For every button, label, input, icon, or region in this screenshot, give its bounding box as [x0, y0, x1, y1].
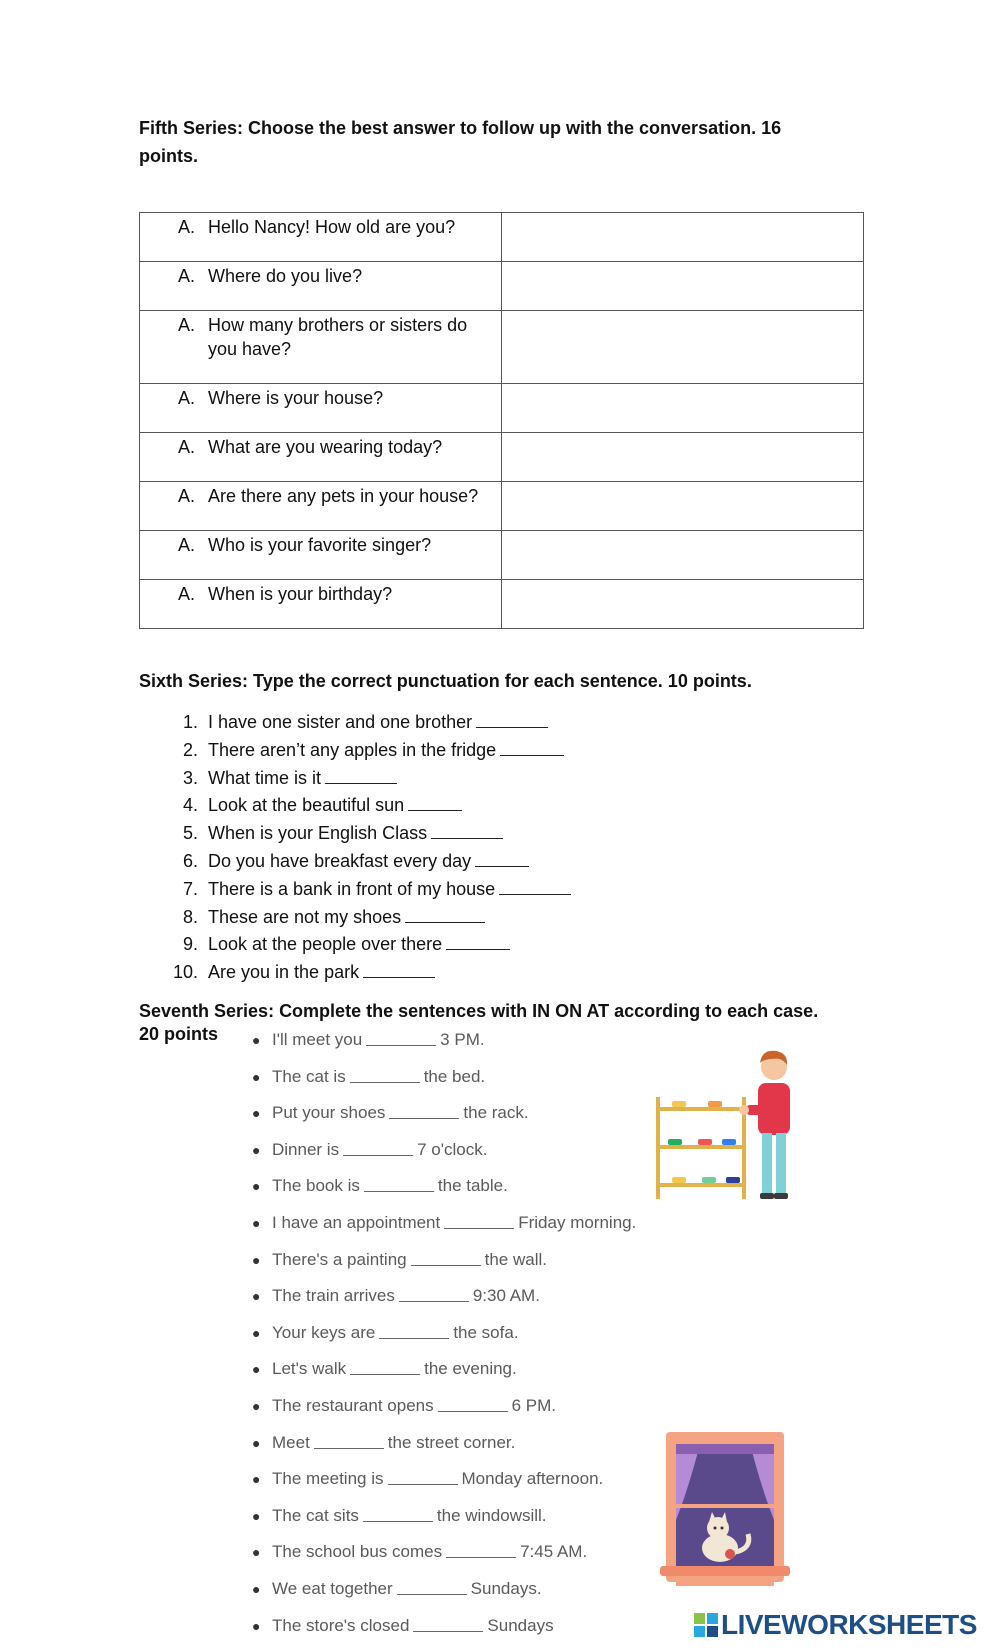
item-number: 7. — [150, 876, 208, 904]
conversation-row — [140, 213, 864, 262]
bullet-icon: ● — [252, 1173, 272, 1199]
conversation-row — [140, 311, 864, 384]
question-cell — [140, 580, 502, 629]
answer-cell[interactable] — [502, 482, 864, 531]
preposition-blank[interactable] — [389, 1100, 459, 1119]
item-number: 3. — [150, 765, 208, 793]
answer-cell[interactable] — [502, 311, 864, 384]
conversation-row — [140, 433, 864, 482]
conversation-row — [140, 384, 864, 433]
conversation-table — [139, 212, 864, 629]
item-sentence: There is a bank in front of my house — [208, 876, 495, 904]
punctuation-blank[interactable] — [475, 848, 529, 867]
preposition-blank[interactable] — [411, 1247, 481, 1266]
item-sentence: Look at the beautiful sun — [208, 792, 404, 820]
item-sentence: Look at the people over there — [208, 931, 442, 959]
preposition-item — [252, 1503, 636, 1540]
question-cell — [140, 433, 502, 482]
bullet-icon: ● — [252, 1503, 272, 1529]
sentence-start: We eat together — [272, 1576, 393, 1602]
item-sentence: Do you have breakfast every day — [208, 848, 471, 876]
sentence-end: Sundays. — [471, 1576, 542, 1602]
bullet-icon: ● — [252, 1027, 272, 1053]
item-sentence: What time is it — [208, 765, 321, 793]
preposition-blank[interactable] — [350, 1064, 420, 1083]
question-cell — [140, 311, 502, 384]
sentence-start: The store's closed — [272, 1613, 409, 1639]
sentence-start: The cat sits — [272, 1503, 359, 1529]
item-sentence: These are not my shoes — [208, 904, 401, 932]
item-number: 6. — [150, 848, 208, 876]
sentence-end: 7 o'clock. — [417, 1137, 487, 1163]
question-text: How many brothers or sisters do you have? — [208, 313, 493, 361]
preposition-item — [252, 1613, 636, 1649]
item-sentence: There aren’t any apples in the fridge — [208, 737, 496, 765]
bullet-icon: ● — [252, 1430, 272, 1456]
sentence-start: I'll meet you — [272, 1027, 362, 1053]
preposition-item — [252, 1173, 636, 1210]
preposition-blank[interactable] — [438, 1393, 508, 1412]
question-letter: A. — [178, 435, 208, 459]
item-number: 4. — [150, 792, 208, 820]
bullet-icon: ● — [252, 1393, 272, 1419]
question-cell — [140, 262, 502, 311]
preposition-item — [252, 1283, 636, 1320]
punctuation-blank[interactable] — [500, 737, 564, 756]
seventh-series-points: 20 points — [139, 1024, 218, 1045]
question-letter: A. — [178, 533, 208, 557]
punctuation-item — [150, 709, 571, 737]
question-letter: A. — [178, 215, 208, 239]
punctuation-list — [150, 709, 571, 987]
seventh-series-heading: Seventh Series: Complete the sentences with IN ON AT according to each case. — [139, 997, 899, 1025]
question-letter: A. — [178, 386, 208, 410]
answer-cell[interactable] — [502, 580, 864, 629]
sentence-end: the rack. — [463, 1100, 528, 1126]
question-cell — [140, 384, 502, 433]
bullet-icon: ● — [252, 1356, 272, 1382]
sentence-end: 3 PM. — [440, 1027, 484, 1053]
bullet-icon: ● — [252, 1100, 272, 1126]
conversation-row — [140, 531, 864, 580]
bullet-icon: ● — [252, 1466, 272, 1492]
boy-shoe-rack-illustration — [652, 1047, 802, 1207]
sentence-start: The book is — [272, 1173, 360, 1199]
sentence-start: The train arrives — [272, 1283, 395, 1309]
question-cell — [140, 531, 502, 580]
item-sentence: Are you in the park — [208, 959, 359, 987]
answer-cell[interactable] — [502, 531, 864, 580]
item-number: 10. — [150, 959, 208, 987]
punctuation-item — [150, 931, 571, 959]
preposition-blank[interactable] — [379, 1320, 449, 1339]
item-number: 1. — [150, 709, 208, 737]
preposition-item — [252, 1247, 636, 1284]
preposition-blank[interactable] — [366, 1027, 436, 1046]
bullet-icon: ● — [252, 1576, 272, 1602]
bullet-icon: ● — [252, 1137, 272, 1163]
conversation-row — [140, 262, 864, 311]
sentence-end: the bed. — [424, 1064, 485, 1090]
sentence-end: the table. — [438, 1173, 508, 1199]
sentence-start: The school bus comes — [272, 1539, 442, 1565]
preposition-item — [252, 1320, 636, 1357]
question-letter: A. — [178, 582, 208, 606]
punctuation-blank[interactable] — [363, 959, 435, 978]
question-letter: A. — [178, 264, 208, 288]
question-letter: A. — [178, 484, 208, 508]
answer-cell[interactable] — [502, 433, 864, 482]
item-number: 8. — [150, 904, 208, 932]
sentence-end: the wall. — [485, 1247, 547, 1273]
preposition-blank[interactable] — [397, 1576, 467, 1595]
sentence-end: 7:45 AM. — [520, 1539, 587, 1565]
preposition-blank[interactable] — [343, 1137, 413, 1156]
sentence-start: I have an appointment — [272, 1210, 440, 1236]
sixth-series-heading: Sixth Series: Type the correct punctuation for each sentence. 10 points. — [139, 667, 839, 695]
preposition-blank[interactable] — [444, 1210, 514, 1229]
preposition-blank[interactable] — [446, 1539, 516, 1558]
preposition-item — [252, 1539, 636, 1576]
sentence-start: The restaurant opens — [272, 1393, 434, 1419]
punctuation-blank[interactable] — [431, 820, 503, 839]
sentence-end: Sundays — [487, 1613, 553, 1639]
question-letter: A. — [178, 313, 208, 361]
conversation-row — [140, 482, 864, 531]
preposition-item — [252, 1137, 636, 1174]
sentence-start: The cat is — [272, 1064, 346, 1090]
punctuation-item — [150, 876, 571, 904]
question-text: When is your birthday? — [208, 582, 493, 606]
bullet-icon: ● — [252, 1247, 272, 1273]
sentence-end: the windowsill. — [437, 1503, 547, 1529]
sentence-start: There's a painting — [272, 1247, 407, 1273]
punctuation-item — [150, 737, 571, 765]
sentence-end: the street corner. — [388, 1430, 516, 1456]
punctuation-item — [150, 904, 571, 932]
sentence-end: 9:30 AM. — [473, 1283, 540, 1309]
punctuation-blank[interactable] — [408, 792, 462, 811]
punctuation-item — [150, 765, 571, 793]
question-text: Hello Nancy! How old are you? — [208, 215, 493, 239]
bullet-icon: ● — [252, 1613, 272, 1639]
question-cell — [140, 213, 502, 262]
bullet-icon: ● — [252, 1283, 272, 1309]
punctuation-blank[interactable] — [499, 876, 571, 895]
punctuation-item — [150, 848, 571, 876]
item-sentence: I have one sister and one brother — [208, 709, 472, 737]
punctuation-item — [150, 959, 571, 987]
preposition-blank[interactable] — [314, 1430, 384, 1449]
preposition-item — [252, 1356, 636, 1393]
preposition-blank[interactable] — [399, 1283, 469, 1302]
bullet-icon: ● — [252, 1064, 272, 1090]
answer-cell[interactable] — [502, 213, 864, 262]
sentence-start: Put your shoes — [272, 1100, 385, 1126]
preposition-item — [252, 1210, 636, 1247]
preposition-list — [252, 1027, 636, 1649]
preposition-item — [252, 1064, 636, 1101]
question-text: Where is your house? — [208, 386, 493, 410]
item-number: 9. — [150, 931, 208, 959]
item-sentence: When is your English Class — [208, 820, 427, 848]
preposition-item — [252, 1393, 636, 1430]
sentence-start: Meet — [272, 1430, 310, 1456]
sentence-end: Friday morning. — [518, 1210, 636, 1236]
preposition-item — [252, 1100, 636, 1137]
punctuation-item — [150, 820, 571, 848]
answer-cell[interactable] — [502, 262, 864, 311]
liveworksheets-logo-icon — [693, 1611, 719, 1639]
shoe-rack — [658, 1097, 744, 1199]
fifth-series-heading: Fifth Series: Choose the best answer to follow up with the conversation. 16 points. — [139, 114, 839, 170]
shoes — [668, 1101, 740, 1183]
punctuation-blank[interactable] — [476, 709, 548, 728]
question-text: Who is your favorite singer? — [208, 533, 493, 557]
boy — [739, 1051, 790, 1199]
sentence-start: Let's walk — [272, 1356, 346, 1382]
sentence-end: the sofa. — [453, 1320, 518, 1346]
item-number: 2. — [150, 737, 208, 765]
sentence-start: The meeting is — [272, 1466, 384, 1492]
sentence-start: Your keys are — [272, 1320, 375, 1346]
sentence-end: Monday afternoon. — [462, 1466, 604, 1492]
punctuation-blank[interactable] — [446, 931, 510, 950]
preposition-item — [252, 1430, 636, 1467]
question-text: What are you wearing today? — [208, 435, 493, 459]
cat-window-illustration — [660, 1430, 790, 1590]
conversation-row — [140, 580, 864, 629]
preposition-item — [252, 1027, 636, 1064]
preposition-blank[interactable] — [413, 1613, 483, 1632]
punctuation-item — [150, 792, 571, 820]
sentence-start: Dinner is — [272, 1137, 339, 1163]
punctuation-blank[interactable] — [405, 904, 485, 923]
liveworksheets-logo — [693, 1608, 977, 1642]
question-text: Are there any pets in your house? — [208, 484, 493, 508]
answer-cell[interactable] — [502, 384, 864, 433]
preposition-blank[interactable] — [350, 1356, 420, 1375]
preposition-item — [252, 1576, 636, 1613]
preposition-blank[interactable] — [364, 1173, 434, 1192]
bullet-icon: ● — [252, 1539, 272, 1565]
logo-text: LIVEWORKSHEETS — [721, 1609, 977, 1641]
punctuation-blank[interactable] — [325, 765, 397, 784]
item-number: 5. — [150, 820, 208, 848]
preposition-blank[interactable] — [363, 1503, 433, 1522]
sentence-end: the evening. — [424, 1356, 517, 1382]
bullet-icon: ● — [252, 1320, 272, 1346]
sentence-end: 6 PM. — [512, 1393, 556, 1419]
question-cell — [140, 482, 502, 531]
preposition-item — [252, 1466, 636, 1503]
preposition-blank[interactable] — [388, 1466, 458, 1485]
question-text: Where do you live? — [208, 264, 493, 288]
bullet-icon: ● — [252, 1210, 272, 1236]
